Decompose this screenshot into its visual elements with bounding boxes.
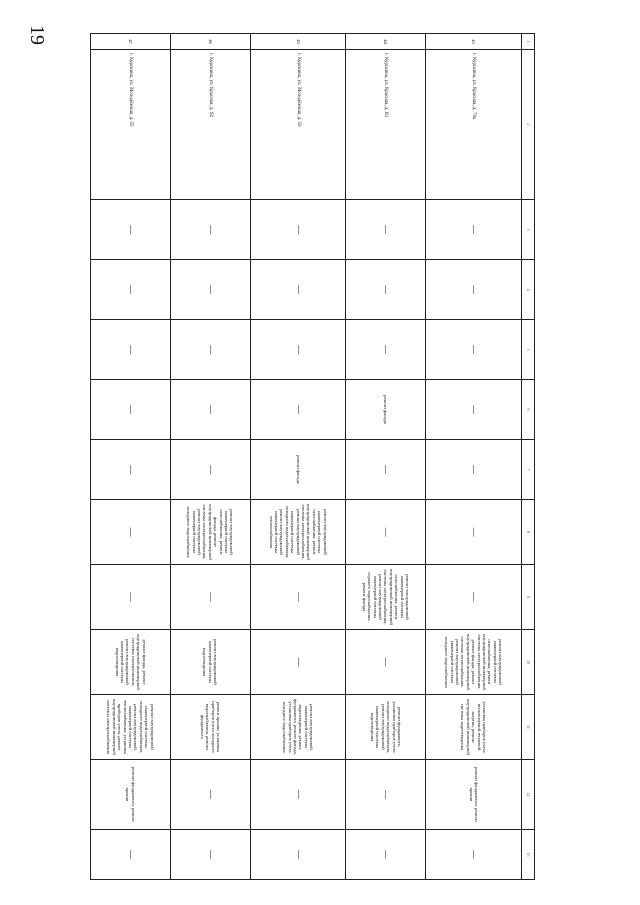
empty-dash-cell: — — [346, 260, 426, 320]
empty-dash-cell: — — [426, 200, 522, 260]
work-description-cell: ремонт внутридомовой инженерной системы холодного водоснабжения, ремонт внутридомовой инженерной системы теплоснабжения, установка приборов учета, ремонт внутридомовой инженерной системы электроснабжения — [91, 695, 171, 760]
empty-dash-cell: — — [170, 380, 250, 440]
empty-dash-cell: — — [250, 200, 346, 260]
work-description-cell: ремонт крыши, установка приборов учета холодного водоснабжения, ремонт фундамента — [170, 695, 250, 760]
column-header: 11 — [522, 695, 535, 760]
empty-dash-cell: — — [170, 320, 250, 380]
empty-dash-cell: — — [91, 260, 171, 320]
column-header: 7 — [522, 440, 535, 500]
page-number: 19 — [26, 25, 48, 45]
empty-dash-cell: — — [250, 320, 346, 380]
address-cell: г. Курскина, ул. Красная, д. 83 — [346, 50, 426, 200]
empty-dash-cell: — — [91, 200, 171, 260]
empty-dash-cell: — — [170, 760, 250, 830]
empty-dash-cell: — — [346, 760, 426, 830]
row-number-cell: 44 — [346, 34, 426, 50]
empty-dash-cell: — — [426, 440, 522, 500]
empty-dash-cell: — — [170, 830, 250, 880]
work-description-cell: ремонт фасада — [346, 380, 426, 440]
empty-dash-cell: — — [91, 565, 171, 630]
table-row — [91, 34, 171, 880]
work-description-cell: ремонт внутридомовой инженерной системы водоотведения, ремонт фундамента, ремонт фасада, установка приборов учета холодного водоснабжения — [250, 695, 346, 760]
address-cell: г. Курскина, ул. Молодёжная, д. 55 — [91, 50, 171, 200]
column-header: 8 — [522, 500, 535, 565]
empty-dash-cell: — — [346, 320, 426, 380]
work-description-cell: установка приборов учета используемой тепловой энергии, ремонт внутридомовой инженерной системы водоотведения — [426, 695, 522, 760]
work-description-cell: ремонт внутридомовой инженерной системы газоснабжения, ремонт внутридомовой инженерной системы электроснабжения, ремонт фасада, ремонт внутридомовой инженерной системы теплоснабжения, ремонт внутридомовой инженерной системы холодного водоснабжения — [426, 630, 522, 695]
column-header: 2 — [522, 50, 535, 200]
column-header: 5 — [522, 320, 535, 380]
table-row — [170, 34, 250, 880]
empty-dash-cell: — — [426, 380, 522, 440]
empty-dash-cell: — — [250, 760, 346, 830]
repair-schedule-table — [90, 33, 535, 880]
work-description-cell: ремонт фундамента, ремонт крыши — [426, 760, 522, 830]
empty-dash-cell: — — [91, 500, 171, 565]
table-row — [346, 34, 426, 880]
empty-dash-cell: — — [170, 440, 250, 500]
work-description-cell: ремонт фундамента, установка приборов учета холодного водоснабжения, ремонт внутридомовой инженерной системы водоотведения — [346, 695, 426, 760]
empty-dash-cell: — — [170, 200, 250, 260]
row-number-cell: 46 — [170, 34, 250, 50]
work-description-cell: ремонт фундамента, ремонт крыши — [91, 760, 171, 830]
work-description-cell: ремонт внутридомовой инженерной системы газоснабжения, ремонт внутридомовой инженерной системы электроснабжения, ремонт внутридомовой инженерной системы горячего водоснабжения, ремонт фасада — [346, 565, 426, 630]
row-number-cell: 47 — [91, 34, 171, 50]
column-header: 10 — [522, 630, 535, 695]
column-header: 12 — [522, 760, 535, 830]
empty-dash-cell: — — [91, 830, 171, 880]
empty-dash-cell: — — [346, 630, 426, 695]
row-number-cell: 45 — [250, 34, 346, 50]
column-header: 6 — [522, 380, 535, 440]
empty-dash-cell: — — [426, 500, 522, 565]
column-header: 3 — [522, 200, 535, 260]
row-number-cell: 43 — [426, 34, 522, 50]
empty-dash-cell: — — [250, 565, 346, 630]
empty-dash-cell: — — [250, 260, 346, 320]
work-description-cell: ремонт внутридомовой инженерной системы водоотведения — [170, 630, 250, 695]
table-header-row — [522, 34, 535, 880]
rotated-table-container — [90, 33, 535, 879]
address-cell: г. Курскина, ул. Красная, д. 70а — [426, 50, 522, 200]
work-description-cell: ремонт внутридомовой инженерной системы газоснабжения, ремонт внутридомовой инженерной системы электроснабжения, ремонт внутридомовой инженерной системы холодного водоснабжения, ремонт внутридомовой инженерной системы теплоснабжения — [250, 500, 346, 565]
column-header: 13 — [522, 830, 535, 880]
empty-dash-cell: — — [346, 830, 426, 880]
address-cell: г. Курскина, ул. Молодёжная, д. 50 — [250, 50, 346, 200]
empty-dash-cell: — — [170, 260, 250, 320]
empty-dash-cell: — — [346, 500, 426, 565]
column-header: 4 — [522, 260, 535, 320]
empty-dash-cell: — — [426, 260, 522, 320]
work-description-cell: ремонт фасада, ремонт внутридомовой инженерной системы газоснабжения, ремонт внутридомовой инженерной системы водоотведения — [91, 630, 171, 695]
empty-dash-cell: — — [250, 380, 346, 440]
address-cell: г. Курскина, ул. Красная, д. 92 — [170, 50, 250, 200]
empty-dash-cell: — — [91, 440, 171, 500]
table-row — [250, 34, 346, 880]
empty-dash-cell: — — [91, 380, 171, 440]
empty-dash-cell: — — [346, 440, 426, 500]
table-row — [426, 34, 522, 880]
empty-dash-cell: — — [346, 200, 426, 260]
empty-dash-cell: — — [426, 830, 522, 880]
empty-dash-cell: — — [426, 565, 522, 630]
empty-dash-cell: — — [426, 320, 522, 380]
work-description-cell: ремонт внутридомовой инженерной системы газоснабжения, ремонт фасада, ремонт внутридомовой инженерной системы электроснабжения, ремонт внутридомовой инженерной системы холодного водоснабжения — [170, 500, 250, 565]
work-description-cell: ремонт фасада — [250, 440, 346, 500]
empty-dash-cell: — — [170, 565, 250, 630]
empty-dash-cell: — — [91, 320, 171, 380]
column-header: 1 — [522, 34, 535, 50]
empty-dash-cell: — — [250, 830, 346, 880]
document-table-wrapper — [90, 33, 535, 879]
column-header: 9 — [522, 565, 535, 630]
empty-dash-cell: — — [250, 630, 346, 695]
